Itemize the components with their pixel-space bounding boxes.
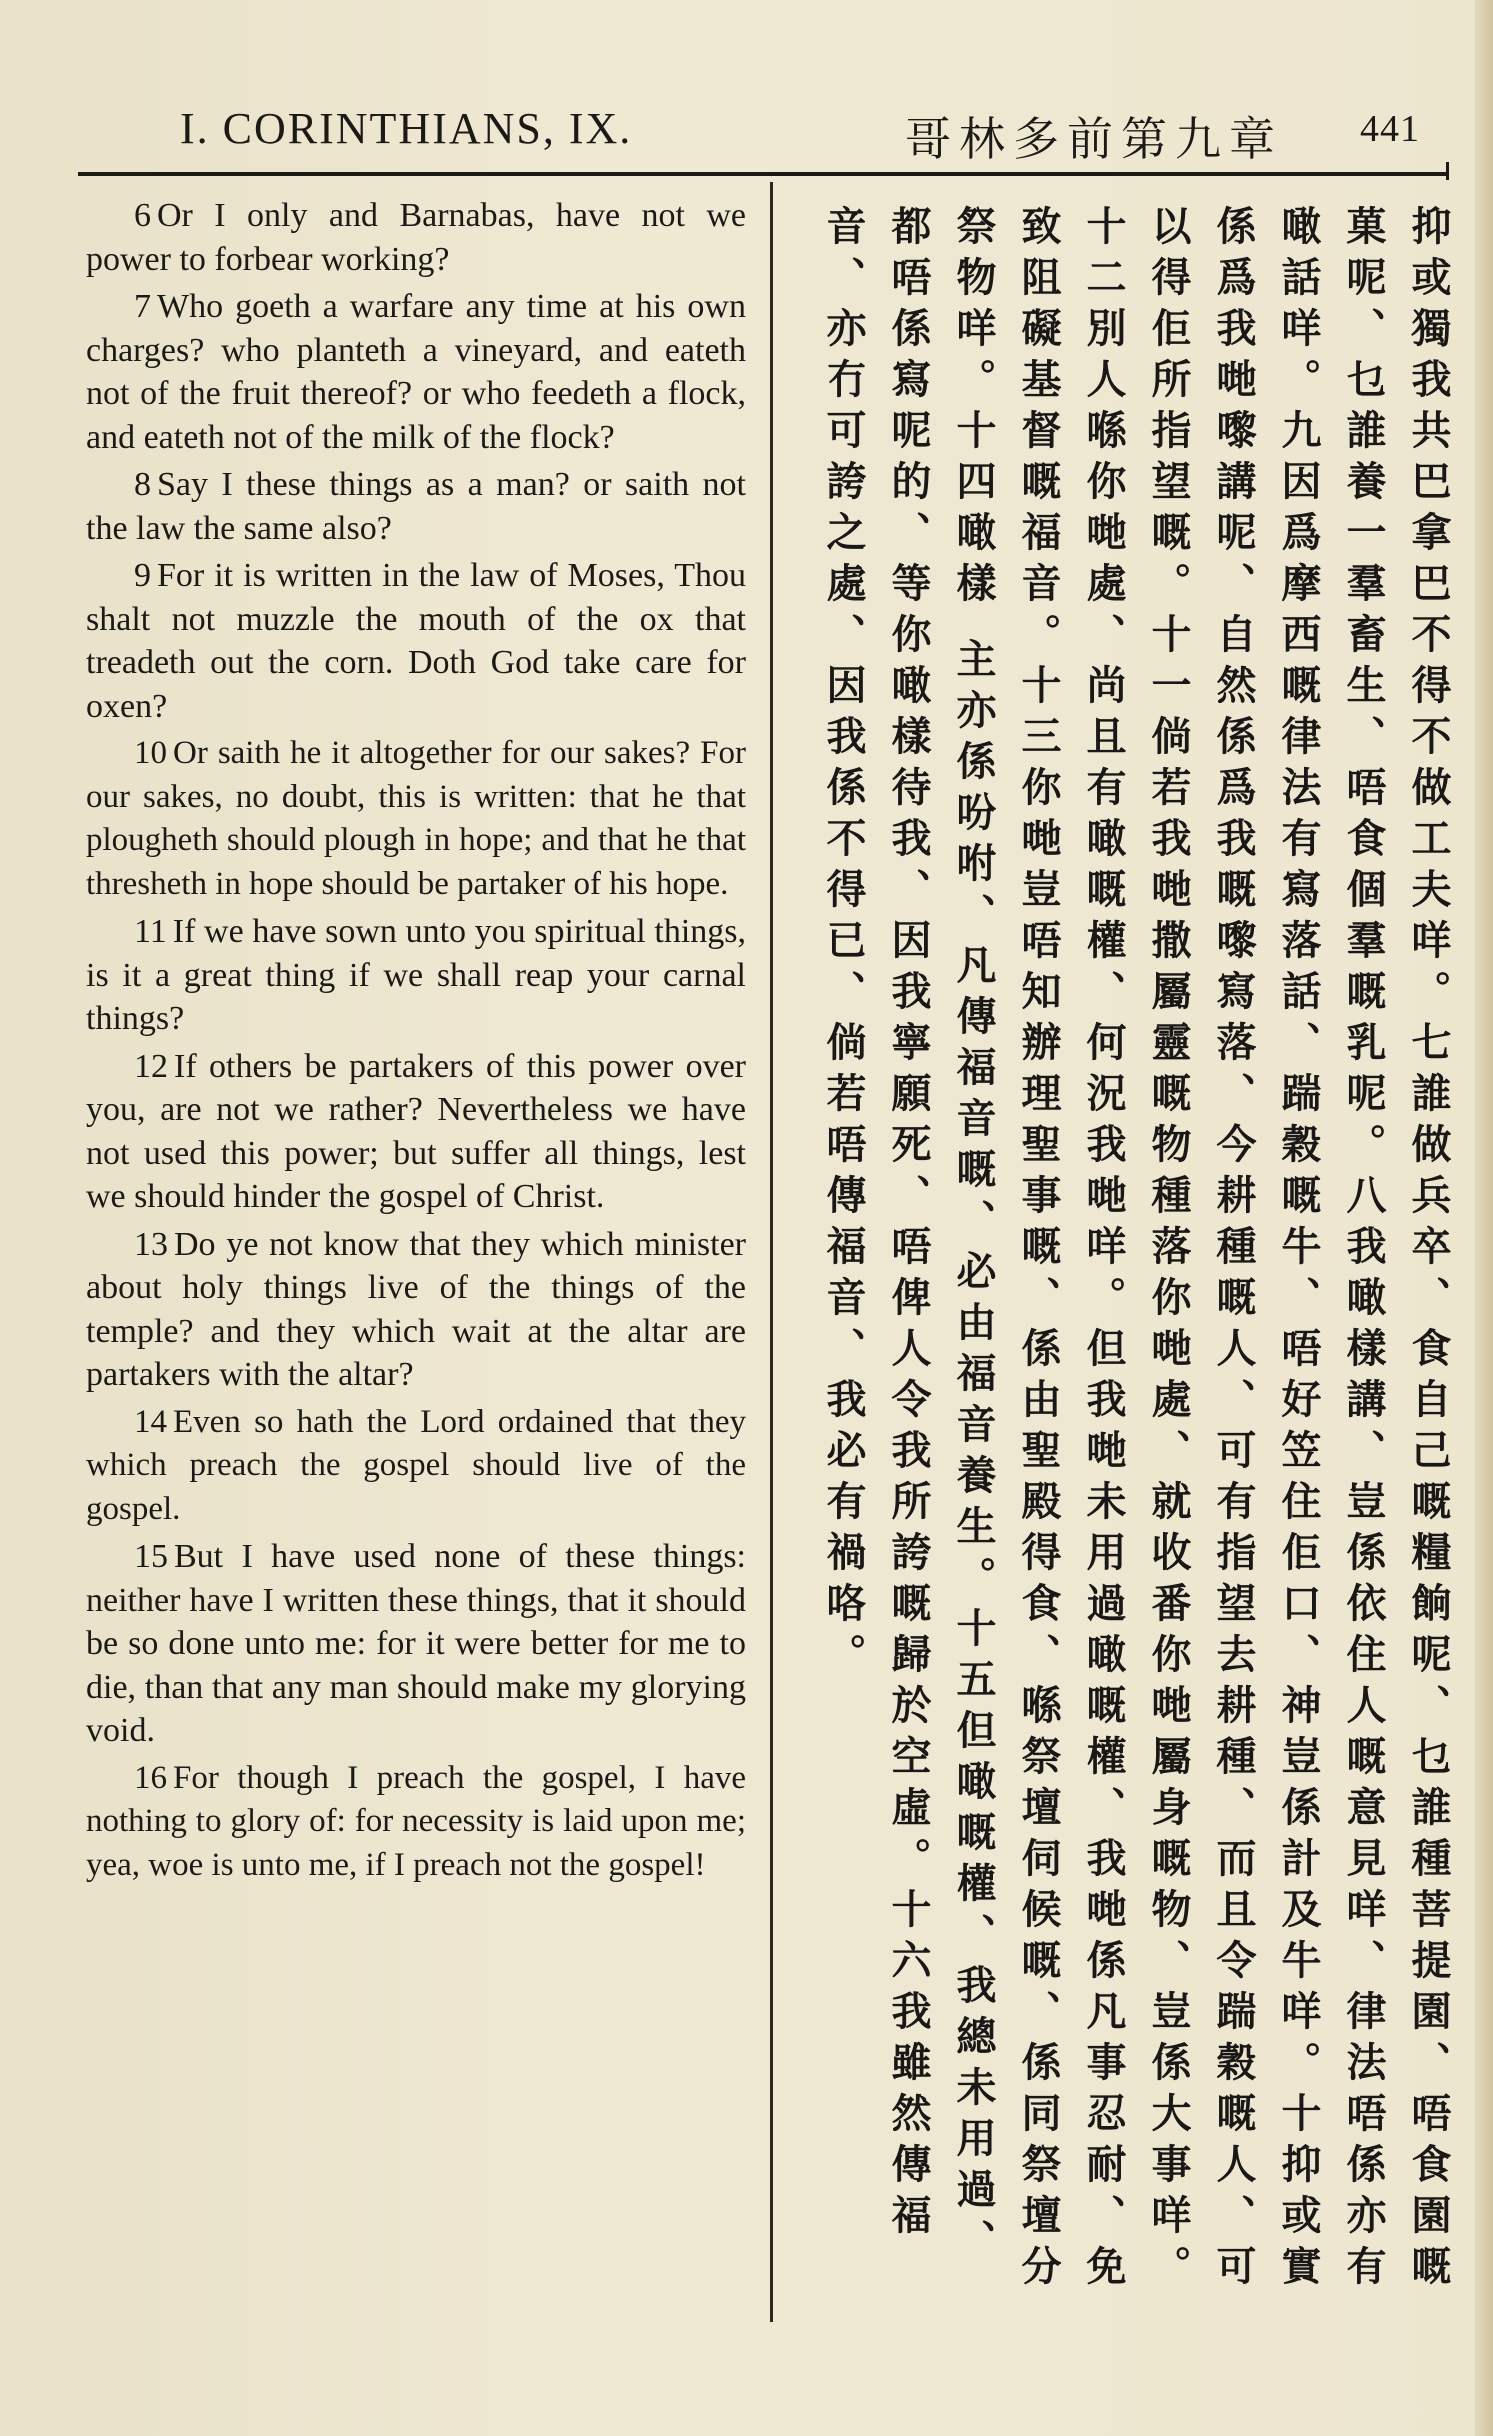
verse-text: Even so hath the Lord ordained that they which preach the gospel should live of the gospel.: [86, 1403, 746, 1527]
verse-number: 11: [134, 913, 167, 950]
verse-text: For it is written in the law of Moses, Thou shalt not muzzle the mouth of the ox that treadeth out the corn. Doth God take care for oxen?: [86, 557, 746, 725]
header-rule: [78, 172, 1448, 176]
verse-text: If we have sown unto you spiritual things, is it a great thing if we shall reap your carnal things?: [86, 913, 746, 1037]
verse-number: 16: [134, 1759, 167, 1796]
verse-6: [86, 194, 746, 281]
column-divider: [770, 182, 773, 2322]
english-column: [86, 194, 746, 1891]
verse-12: [86, 1045, 746, 1219]
running-header: [0, 85, 1493, 175]
verse-10: [86, 732, 746, 906]
verse-text: Who goeth a warfare any time at his own charges? who planteth a vineyard, and eateth not of the fruit thereof? or who feedeth a flock, and eateth not of the milk of the flock?: [86, 288, 746, 456]
verse-number: 9: [134, 557, 151, 594]
verse-number: 10: [134, 735, 167, 771]
verse-text: Do ye not know that they which minister about holy things live of the things of the temple? and they which wait at the altar are partakers with the altar?: [86, 1225, 746, 1393]
verse-number: 6: [134, 197, 151, 234]
verse-number: 13: [134, 1225, 168, 1263]
verse-text: Or I only and Barnabas, have not we power to forbear working?: [86, 197, 746, 278]
verse-15: [86, 1535, 746, 1753]
header-rule-tail: [1446, 162, 1449, 180]
verse-number: 15: [134, 1538, 168, 1575]
page-edge: [1475, 0, 1493, 2436]
verse-9: [86, 554, 746, 728]
verse-16: [86, 1757, 746, 1888]
verse-13: [86, 1223, 746, 1397]
verse-14: [86, 1401, 746, 1532]
page-number: 441: [1360, 108, 1420, 150]
verse-number: 7: [134, 288, 151, 325]
verse-text: Or saith he it altogether for our sakes? For our sakes, no doubt, this is written: that he that plougheth should plough in hope; and that he that thresheth in hope should be partaker of his hope.: [86, 735, 746, 902]
verse-7: [86, 285, 746, 459]
verse-text: For though I preach the gospel, I have nothing to glory of: for necessity is laid upon me; yea, woe is unto me, if I preach not the gospel!: [86, 1759, 746, 1883]
verse-text: But I have used none of these things: neither have I written these things, that it should be so done unto me: for it were better for me to die, than that any man should make my glorying void.: [86, 1538, 746, 1749]
english-book-title: I. CORINTHIANS, IX.: [180, 104, 633, 153]
chinese-column: [792, 205, 1460, 2305]
chinese-text: 抑或獨我共巴拿巴不得不做工夫咩。七誰做兵卒、食自己嘅糧餉呢、乜誰種菩提園、唔食園嘅菓呢、乜誰養一羣畜生、唔食個羣嘅乳呢。八我噉樣講、豈係依住人嘅意見咩、律法唔係亦有噉話咩。九因爲摩西嘅律法有寫落話、踹穀嘅牛、唔好笠住佢口、神豈係計及牛咩。十抑或實係爲我哋嚟講呢、自然係爲我嘅嚟寫落、今耕種嘅人、可有指望去耕種、而且令踹穀嘅人、可以得佢所指望嘅。十一倘若我哋撒屬靈嘅物種落你哋處、就收番你哋屬身嘅物、豈係大事咩。十二別人喺你哋處、尚且有噉嘅權、何況我哋咩。但我哋未用過噉嘅權、我哋係凡事忍耐、免致阻礙基督嘅福音。十三你哋豈唔知辦理聖事嘅、係由聖殿得食、喺祭壇伺候嘅、係同祭壇分祭物咩。十四噉樣 主亦係吩咐、凡傳福音嘅、必由福音養生。十五但噉嘅權、我總未用過、都唔係寫呢的、等你噉樣待我、因我寧願死、唔俾人令我所誇嘅歸於空虛。十六我雖然傳福音、亦冇可誇之處、因我係不得已、倘若唔傳福音、我必有禍咯。: [820, 205, 1451, 2296]
chinese-book-title: 哥林多前第九章: [905, 112, 1283, 166]
verse-8: [86, 463, 746, 550]
verse-11: [86, 910, 746, 1041]
verse-number: 12: [134, 1047, 168, 1085]
verse-number: 8: [134, 466, 151, 503]
verse-text: Say I these things as a man? or saith not the law the same also?: [86, 466, 746, 547]
verse-text: If others be partakers of this power over you, are not we rather? Nevertheless we have not used this power; but suffer all things, lest we should hinder the gospel of Christ.: [86, 1047, 746, 1215]
verse-number: 14: [134, 1403, 167, 1440]
